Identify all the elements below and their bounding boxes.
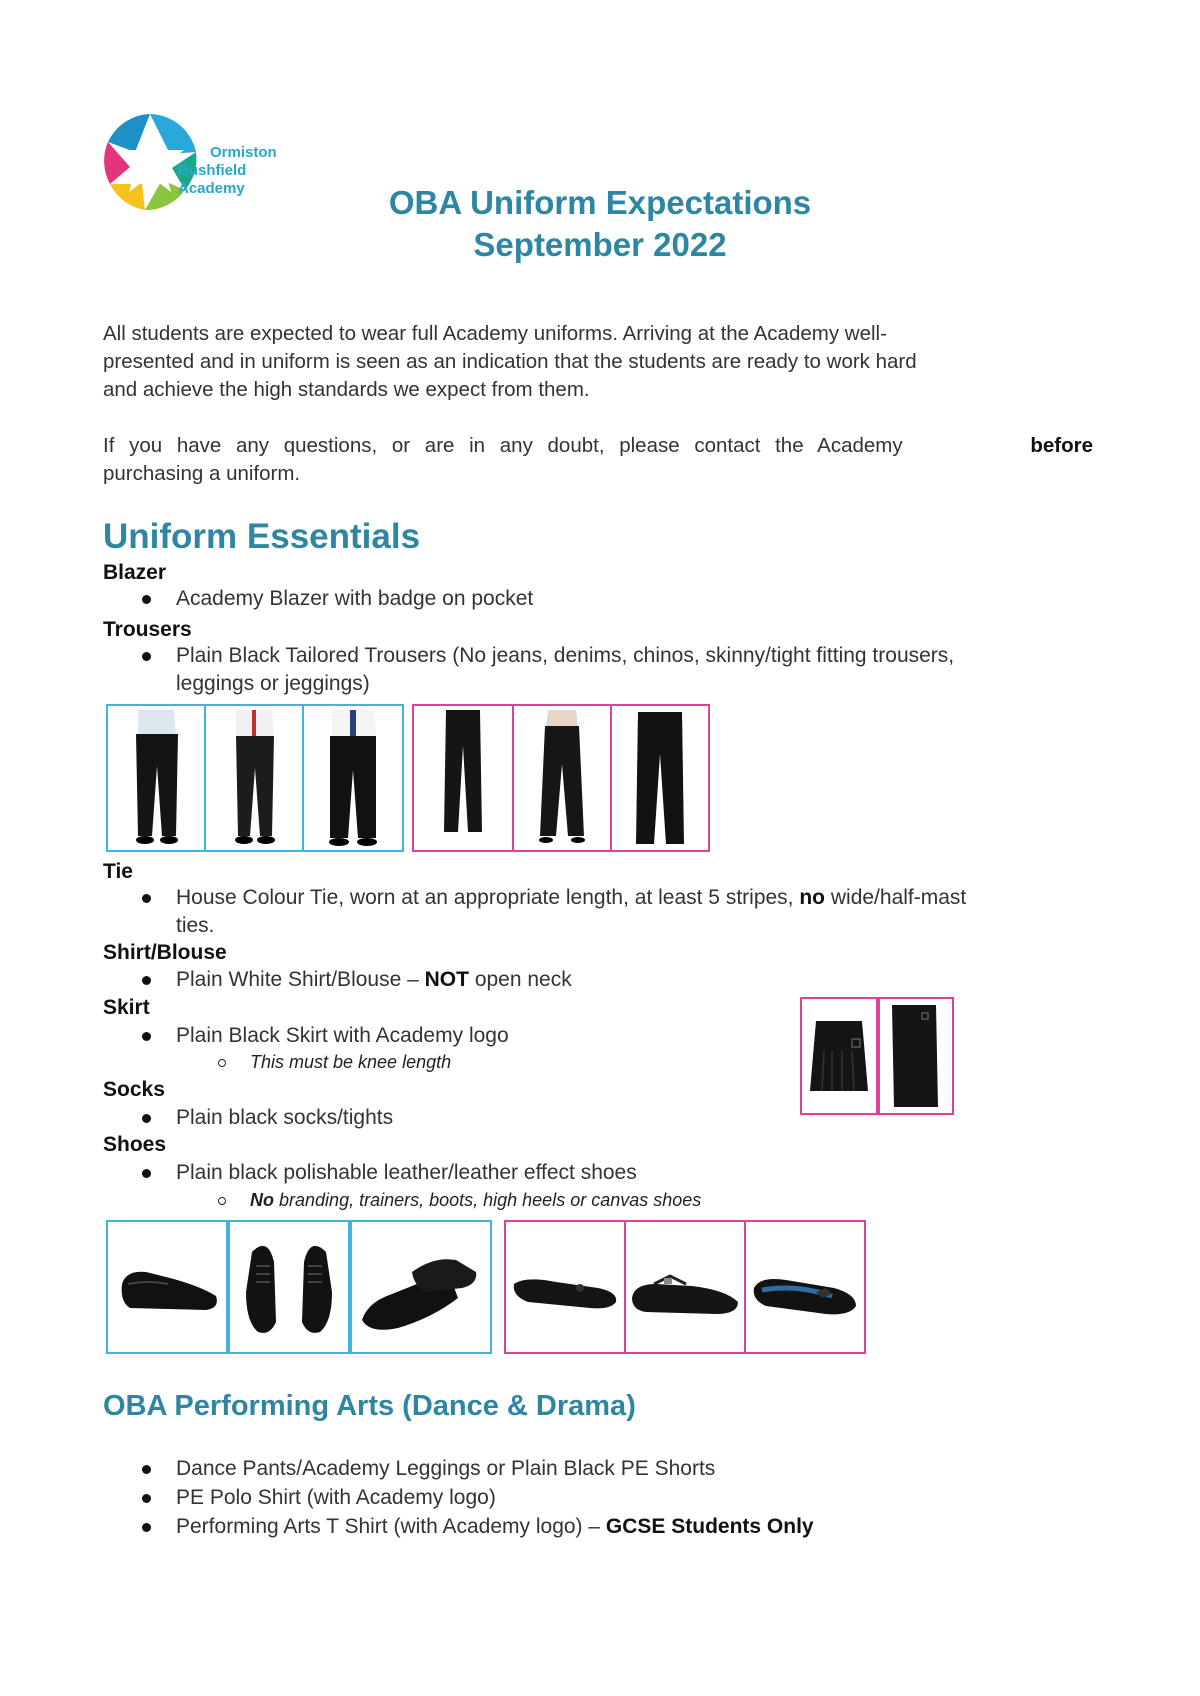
bullet-icon	[142, 1494, 151, 1503]
skirt-subitem	[250, 1052, 451, 1073]
tie-emphasis: no	[799, 886, 826, 909]
socks-item	[176, 1104, 393, 1132]
shoes-subtext-emphasis: No	[250, 1190, 274, 1210]
tie-text-end: wide/half-mast	[830, 886, 967, 909]
intro-line: and achieve the high standards we expect from them.	[103, 378, 590, 401]
trousers-image-girls-3	[610, 704, 710, 852]
contact-text: If you have any questions, or are in any doubt, please contact the Academy	[103, 434, 903, 457]
bullet-icon	[142, 976, 151, 985]
performing-arts-item	[176, 1484, 496, 1512]
shoes-subtext: branding, trainers, boots, high heels or canvas shoes	[279, 1190, 702, 1210]
shirt-label: Shirt/Blouse	[103, 941, 227, 964]
bullet-icon	[142, 1523, 151, 1532]
trousers-icon	[108, 706, 204, 850]
trousers-icon	[612, 706, 708, 850]
tie-text: House Colour Tie, worn at an appropriate length, at least 5 stripes,	[176, 886, 794, 909]
skirt-image-2	[878, 997, 954, 1115]
trousers-icon	[304, 706, 402, 850]
bullet-icon	[142, 652, 151, 661]
intro-line: All students are expected to wear full Academy uniforms. Arriving at the Academy well-	[103, 322, 887, 345]
shoes-image-boys-1	[106, 1220, 228, 1354]
bullet-icon	[142, 1465, 151, 1474]
performing-arts-heading: OBA Performing Arts (Dance & Drama)	[103, 1390, 636, 1422]
shoe-icon	[230, 1222, 348, 1352]
skirt-icon	[880, 999, 952, 1113]
contact-emphasis: before	[1030, 434, 1093, 457]
socks-text: Plain black socks/tights	[176, 1106, 394, 1129]
trousers-image-boys-3	[302, 704, 404, 852]
page-subtitle: September 2022	[473, 226, 727, 263]
shoes-image-girls-1	[504, 1220, 626, 1354]
trousers-image-girls-1	[412, 704, 514, 852]
shoe-icon	[746, 1222, 864, 1352]
shoe-icon	[626, 1222, 744, 1352]
blazer-text: Academy Blazer with badge on pocket	[176, 587, 534, 610]
shoe-icon	[506, 1222, 624, 1352]
shoe-icon	[352, 1222, 490, 1352]
trousers-image-girls-2	[512, 704, 612, 852]
shoes-image-boys-2	[228, 1220, 350, 1354]
shoes-image-girls-3	[744, 1220, 866, 1354]
skirt-text: Plain Black Skirt with Academy logo	[176, 1024, 509, 1047]
trousers-text: Plain Black Tailored Trousers (No jeans, denims, chinos, skinny/tight fitting trousers,	[176, 644, 955, 667]
socks-label: Socks	[103, 1078, 165, 1101]
trousers-item	[176, 642, 1106, 698]
shoes-image-boys-3	[350, 1220, 492, 1354]
trousers-image-boys-2	[204, 704, 304, 852]
contact-paragraph	[103, 432, 1093, 488]
shirt-emphasis: NOT	[424, 968, 469, 991]
performing-arts-text: Performing Arts T Shirt (with Academy logo) –	[176, 1515, 601, 1538]
contact-text-line2: purchasing a uniform.	[103, 462, 301, 485]
shoes-text: Plain black polishable leather/leather effect shoes	[176, 1161, 637, 1184]
sub-bullet-icon	[218, 1059, 226, 1067]
trousers-text-line2: leggings or jeggings)	[176, 672, 370, 695]
shirt-text: Plain White Shirt/Blouse –	[176, 968, 419, 991]
performing-arts-item	[176, 1455, 715, 1483]
bullet-icon	[142, 1114, 151, 1123]
skirt-subtext: This must be knee length	[250, 1052, 452, 1072]
skirt-image-1	[800, 997, 878, 1115]
shirt-text-end: open neck	[474, 968, 572, 991]
trousers-icon	[206, 706, 302, 850]
shoes-subitem	[250, 1190, 701, 1211]
shirt-item	[176, 966, 572, 994]
shoes-item	[176, 1159, 637, 1187]
shoes-image-girls-2	[624, 1220, 746, 1354]
bullet-icon	[142, 595, 151, 604]
sub-bullet-icon	[218, 1197, 226, 1205]
blazer-label: Blazer	[103, 561, 167, 584]
performing-arts-text: Dance Pants/Academy Leggings or Plain Black PE Shorts	[176, 1457, 716, 1480]
bullet-icon	[142, 1169, 151, 1178]
performing-arts-emphasis: GCSE Students Only	[605, 1515, 814, 1538]
performing-arts-item	[176, 1513, 814, 1541]
uniform-essentials-heading: Uniform Essentials	[103, 517, 421, 556]
bullet-icon	[142, 1032, 151, 1041]
intro-paragraph	[103, 320, 1093, 404]
trousers-icon	[414, 706, 512, 850]
logo-text-line1: Ormiston	[210, 144, 277, 161]
shoes-label: Shoes	[103, 1133, 167, 1156]
skirt-icon	[802, 999, 876, 1113]
skirt-item	[176, 1022, 509, 1050]
trousers-image-boys-1	[106, 704, 206, 852]
logo-text-line2: Bushfield Academy	[178, 162, 247, 197]
trousers-label: Trousers	[103, 618, 192, 641]
shoe-icon	[108, 1222, 226, 1352]
intro-line: presented and in uniform is seen as an indication that the students are ready to work hard	[103, 350, 917, 373]
tie-item	[176, 884, 1106, 940]
skirt-label: Skirt	[103, 996, 150, 1019]
page-title: OBA Uniform Expectations	[388, 184, 812, 221]
trousers-icon	[514, 706, 610, 850]
tie-text-line2: ties.	[176, 914, 215, 937]
performing-arts-text: PE Polo Shirt (with Academy logo)	[176, 1486, 496, 1509]
blazer-item	[176, 585, 533, 613]
bullet-icon	[142, 894, 151, 903]
tie-label: Tie	[103, 860, 133, 883]
